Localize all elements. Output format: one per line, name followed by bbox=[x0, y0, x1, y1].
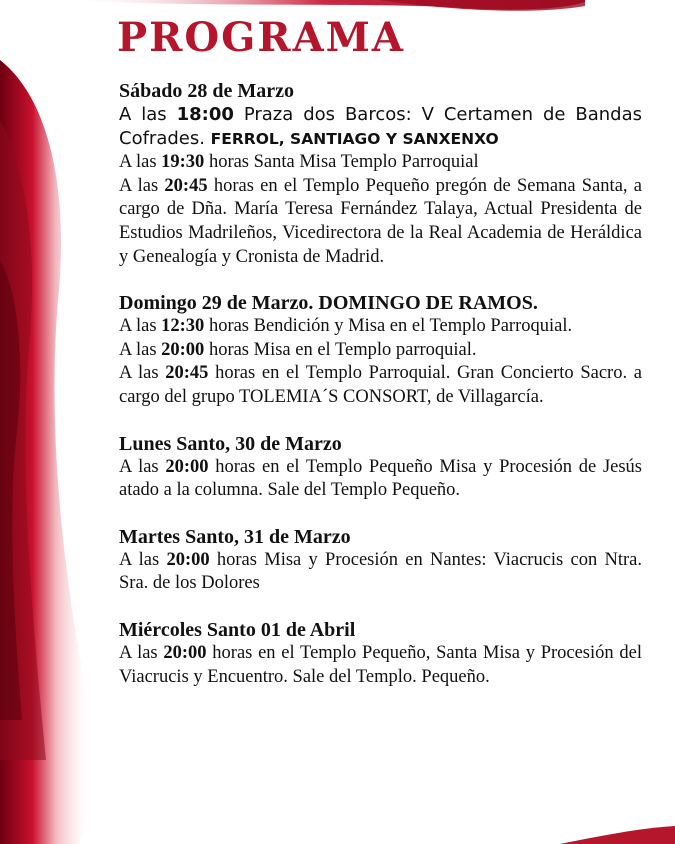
event-prefix: A las bbox=[119, 104, 177, 125]
day-section-lunes bbox=[119, 432, 642, 503]
event-time: 20:45 bbox=[165, 363, 209, 384]
event-item bbox=[119, 175, 642, 269]
day-heading: Lunes Santo, 30 de Marzo bbox=[119, 432, 342, 455]
event-text: Praza dos Barcos: V Certamen de Bandas Cofrades. bbox=[119, 104, 642, 149]
event-prefix: A las bbox=[119, 175, 165, 196]
event-time: 20:00 bbox=[161, 339, 205, 360]
day-heading: Miércoles Santo 01 de Abril bbox=[119, 618, 356, 641]
day-section-miercoles bbox=[119, 618, 642, 689]
day-section-martes bbox=[119, 525, 642, 596]
event-item bbox=[119, 151, 642, 175]
event-time: 20:45 bbox=[164, 175, 208, 196]
program-list bbox=[119, 79, 642, 711]
event-time: 20:00 bbox=[165, 456, 209, 477]
event-prefix: A las bbox=[119, 549, 167, 570]
event-item bbox=[119, 315, 642, 339]
event-text: horas Bendición y Misa en el Templo Parroquial. bbox=[204, 316, 573, 337]
page-title: PROGRAMA bbox=[117, 14, 405, 61]
event-item bbox=[119, 642, 642, 689]
event-text: horas Misa en el Templo parroquial. bbox=[204, 339, 477, 360]
event-item bbox=[119, 103, 642, 151]
event-text: horas Misa y Procesión en Nantes: Viacrucis con Ntra. Sra. de los Dolores bbox=[119, 549, 643, 594]
event-item bbox=[119, 339, 642, 363]
event-item bbox=[119, 549, 642, 596]
event-prefix: A las bbox=[119, 363, 166, 384]
day-heading: Domingo 29 de Marzo. DOMINGO DE RAMOS. bbox=[119, 292, 538, 315]
event-prefix: A las bbox=[119, 642, 164, 663]
day-section-sabado bbox=[119, 79, 642, 269]
event-time: 19:30 bbox=[161, 152, 205, 173]
day-section-domingo bbox=[119, 291, 642, 409]
event-time: 12:30 bbox=[161, 316, 205, 337]
event-text: horas en el Templo Pequeño pregón de Semana Santa, a cargo de Dña. María Teresa Fernández Talaya, Actual Presidenta de Estudios Madrileños, Vicedirectora de la Real Academia de Heráldica y Genealogía y Cronista de Madrid. bbox=[119, 175, 642, 267]
event-text: horas en el Templo Parroquial. Gran Concierto Sacro. a cargo del grupo TOLEMIA´S CONSORT, de Villagarcía. bbox=[119, 363, 642, 407]
event-prefix: A las bbox=[119, 152, 162, 173]
event-item bbox=[119, 362, 642, 409]
event-time: 20:00 bbox=[163, 642, 207, 663]
event-time: 18:00 bbox=[176, 104, 234, 125]
day-heading: Sábado 28 de Marzo bbox=[119, 80, 294, 102]
event-item bbox=[119, 456, 642, 503]
event-prefix: A las bbox=[119, 339, 162, 360]
event-text: horas Santa Misa Templo Parroquial bbox=[204, 152, 479, 173]
event-bands: FERROL, SANTIAGO Y SANXENXO bbox=[210, 129, 499, 148]
event-text: horas en el Templo Pequeño Misa y Procesión de Jesús atado a la columna. Sale del Templo Pequeño. bbox=[119, 456, 642, 501]
event-time: 20:00 bbox=[166, 549, 210, 570]
event-prefix: A las bbox=[119, 456, 166, 477]
day-heading: Martes Santo, 31 de Marzo bbox=[119, 525, 351, 548]
event-prefix: A las bbox=[119, 316, 162, 337]
event-text: horas en el Templo Pequeño, Santa Misa y Procesión del Viacrucis y Encuentro. Sale del Templo. Pequeño. bbox=[119, 642, 642, 687]
